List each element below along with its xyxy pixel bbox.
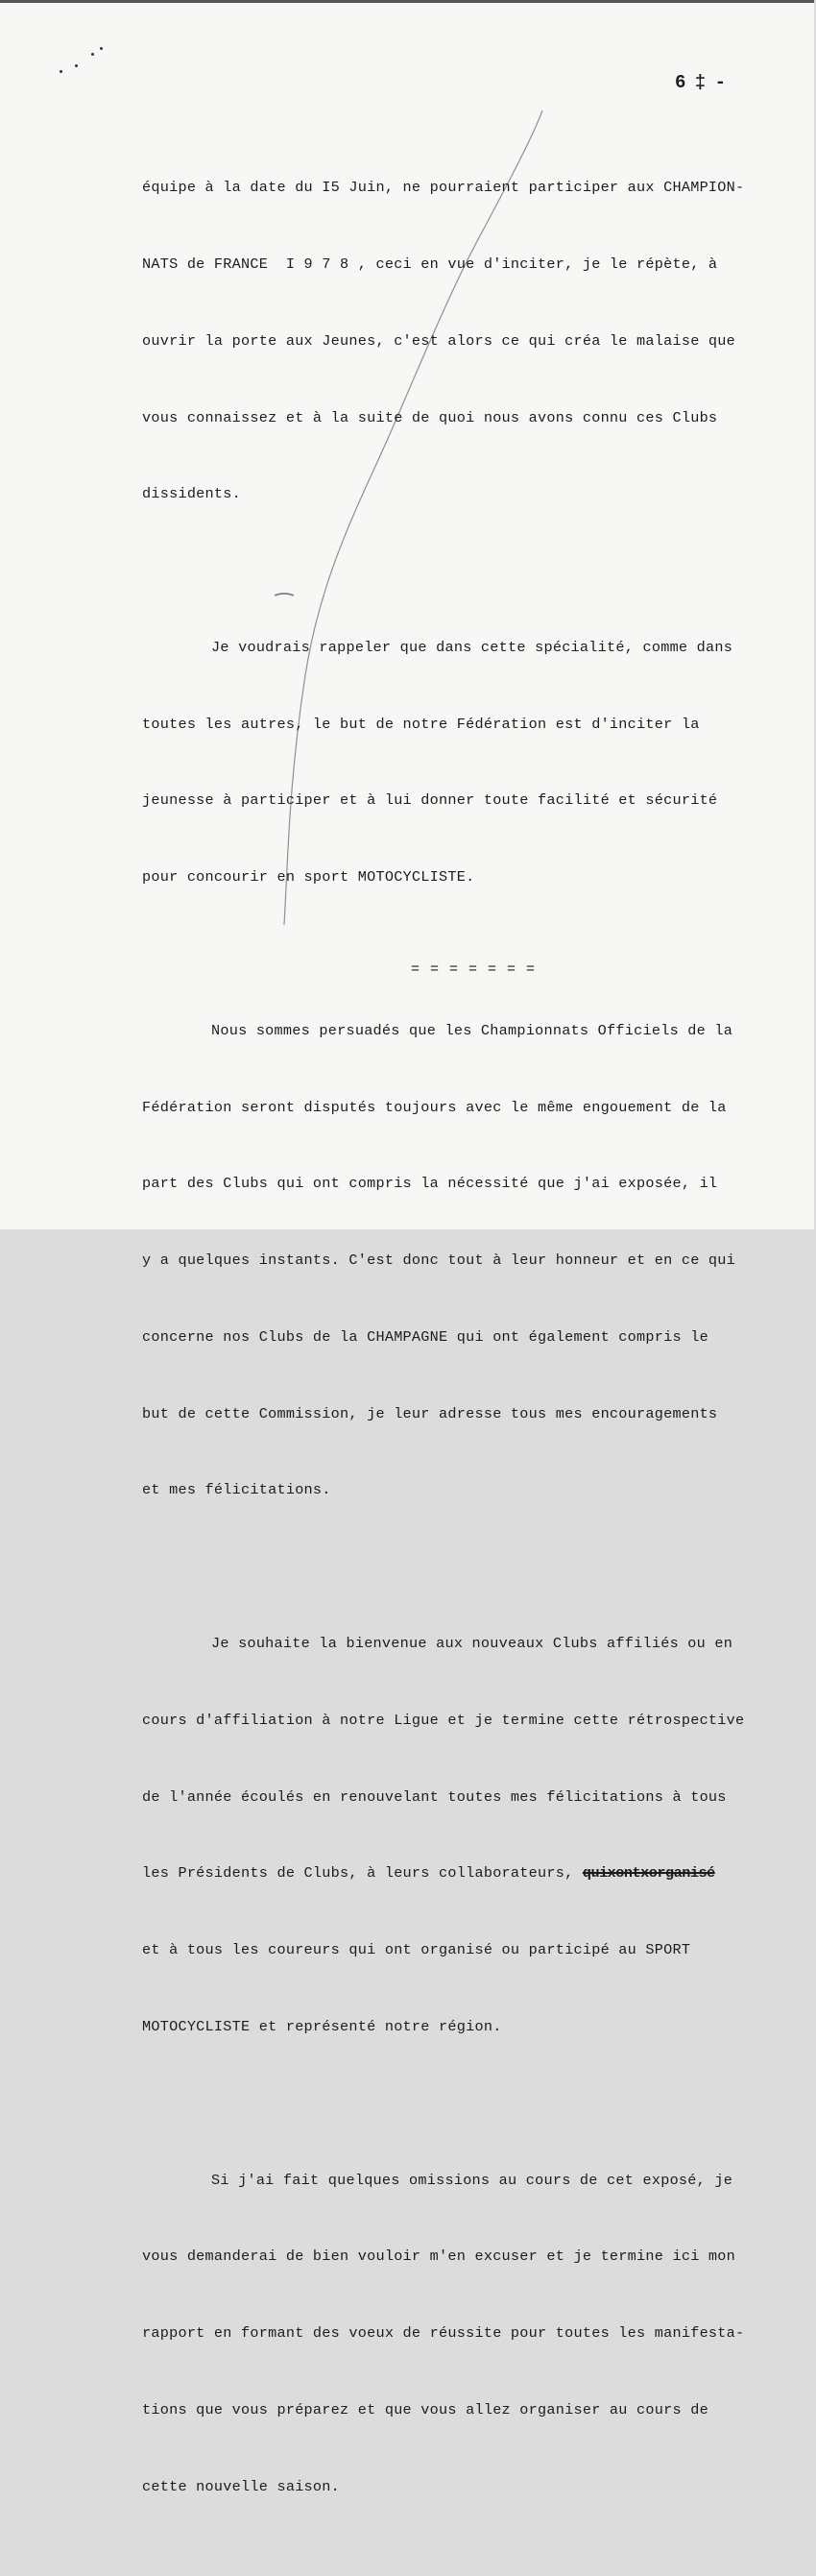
text-line: jeunesse à participer et à lui donner toute facilité et sécurité xyxy=(142,791,718,810)
text-line: cours d'affiliation à notre Ligue et je termine cette rétrospective xyxy=(142,1711,745,1729)
text-line: cette nouvelle saison. xyxy=(142,2477,341,2495)
page-number: 6 ‡ - xyxy=(675,72,726,93)
text-line: Je voudrais rappeler que dans cette spécialité, comme dans xyxy=(211,638,733,656)
letter-body xyxy=(142,124,804,2576)
text-line: MOTOCYCLISTE et représenté notre région. xyxy=(142,2017,502,2035)
text-segment: les Présidents de Clubs, à leurs collaborateurs, xyxy=(142,1864,583,1883)
text-line: Si j'ai fait quelques omissions au cours de cet exposé, je xyxy=(211,2171,733,2189)
text-line: et à tous les coureurs qui ont organisé ou participé au SPORT xyxy=(142,1941,691,1959)
text-line: tions que vous préparez et que vous allez organiser au cours de xyxy=(142,2400,708,2418)
text-line: ouvrir la porte aux Jeunes, c'est alors ce qui créa le malaise que xyxy=(142,331,736,350)
text-line: concerne nos Clubs de la CHAMPAGNE qui ont également compris le xyxy=(142,1327,708,1346)
text-line: dissidents. xyxy=(142,485,242,503)
text-line: équipe à la date du I5 Juin, ne pourraient participer aux CHAMPION- xyxy=(142,179,745,197)
text-line: pour concourir en sport MOTOCYCLISTE. xyxy=(142,868,475,887)
text-line: NATS de FRANCE I 9 7 8 , ceci en vue d'inciter, je le répète, à xyxy=(142,255,718,273)
text-line: but de cette Commission, je leur adresse tous mes encouragements xyxy=(142,1404,718,1422)
paragraph-4 xyxy=(142,1580,804,2091)
struck-out-text: quixontxorganisé xyxy=(582,1864,715,1883)
text-line: part des Clubs qui ont compris la nécessité que j'ai exposée, il xyxy=(142,1175,718,1193)
text-line: rapport en formant des voeux de réussite pour toutes les manifesta- xyxy=(142,2324,745,2343)
text-line: vous connaissez et à la suite de quoi nous avons connu ces Clubs xyxy=(142,408,718,426)
text-line: toutes les autres, le but de notre Fédération est d'inciter la xyxy=(142,715,700,733)
text-line-with-strikeout xyxy=(142,1860,804,1886)
closing-separator: = = = = = = = xyxy=(411,961,537,978)
text-line: de l'année écoulés en renouvelant toutes mes félicitations à tous xyxy=(142,1787,727,1806)
text-line: vous demanderai de bien vouloir m'en excuser et je termine ici mon xyxy=(142,2248,736,2266)
paragraph-5 xyxy=(142,2116,804,2550)
text-line: Je souhaite la bienvenue aux nouveaux Clubs affiliés ou en xyxy=(211,1635,733,1653)
text-line: y a quelques instants. C'est donc tout à leur honneur et en ce qui xyxy=(142,1252,736,1270)
paragraph-1 xyxy=(142,124,804,558)
text-line: Nous sommes persuadés que les Championnats Officiels de la xyxy=(211,1021,733,1039)
paragraph-3 xyxy=(142,967,804,1555)
text-line: et mes félicitations. xyxy=(142,1481,331,1499)
text-line: Fédération seront disputés toujours avec le même engouement de la xyxy=(142,1098,727,1116)
paragraph-2 xyxy=(142,584,804,941)
